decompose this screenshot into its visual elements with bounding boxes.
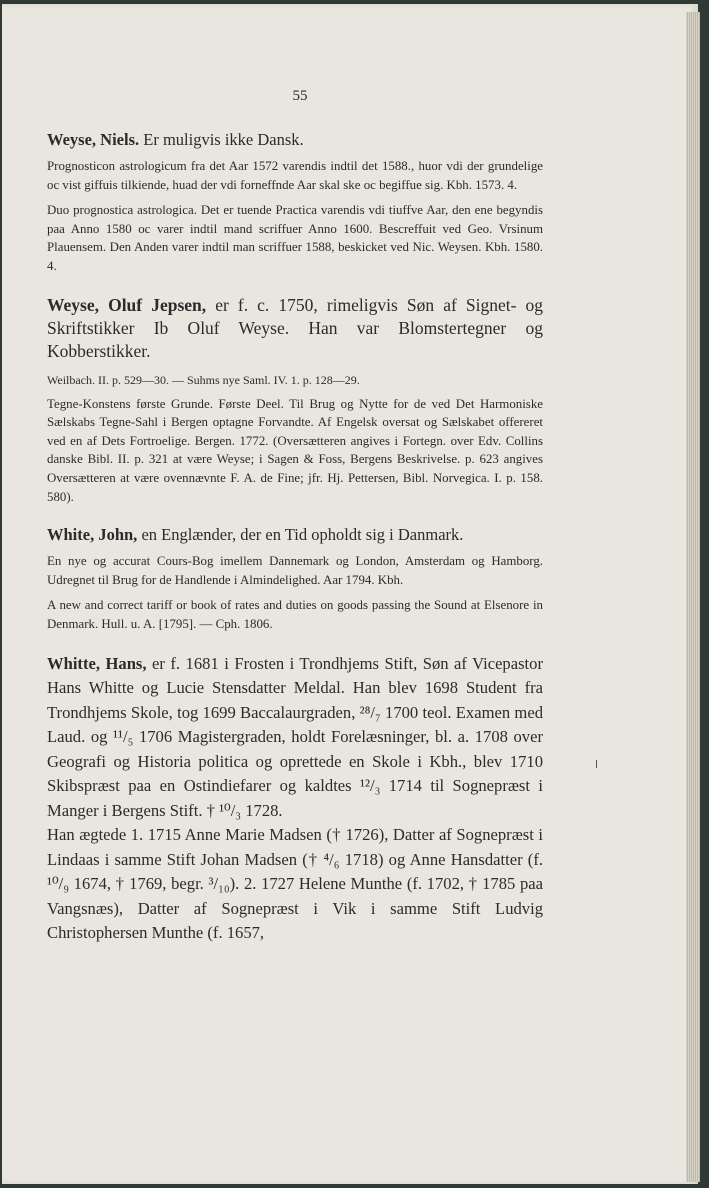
entry-name: Whitte, Hans, xyxy=(47,653,147,673)
entry-name: Weyse, Niels. xyxy=(47,130,140,149)
page-edge xyxy=(686,12,700,1182)
entry-name: Weyse, Oluf Jepsen, xyxy=(47,294,207,315)
entry-marriage: Han ægtede 1. 1715 Anne Marie Madsen († 1726), Datter af Sognepræst i Lindaas i samme Stift Johan Madsen († ⁴/₆ 1718) og Anne Hansdatter (f. ¹⁰/₉ 1674, † 1769, begr. ³/₁₀). 2. 1727 Helene Munthe (f. 1702, † 1785 paa Vangsnæs), Datter af Sognepræst i Vik i samme Stift Ludvig Christophersen Munthe (f. 1657, xyxy=(47,825,543,942)
entry-weyse-oluf-heading xyxy=(47,294,543,363)
entry-name: White, John, xyxy=(47,525,138,545)
reference-line: Weilbach. II. p. 529—30. — Suhms nye Saml. IV. 1. p. 128—29. xyxy=(47,372,360,387)
entry-biography: er f. 1681 i Frosten i Trondhjems Stift, Søn af Vicepastor Hans Whitte og Lucie Stensdatter Meldal. Han blev 1698 Student fra Trondhjems Skole, tog 1699 Baccalaurgraden, ²⁸/₇ 1700 teol. Examen med Laud. og ¹¹/₅ 1706 Magistergraden, holdt Forelæsninger, bl. a. 1708 over Geografi og Historia politica og oprettede en Skole i Kbh., blev 1710 Skibspræst paa en Ostindiefarer og kaldtes ¹²/₃ 1714 til Sognepræst i Manger i Bergens Stift. † ¹⁰/₃ 1728. xyxy=(47,653,543,820)
work-entry: En nye og accurat Cours-Bog imellem Dannemark og London, Amsterdam og Hamborg. Udregnet til Brug for de Handlende i Almindelighed. Aar 1794. Kbh. xyxy=(47,554,543,587)
entry-description: er f. c. 1750, rimeligvis Søn af Signet- og Skriftstikker Ib Oluf Weyse. Han var Blomstertegner og Kobberstikker. xyxy=(47,294,543,361)
entry-whitte-hans xyxy=(47,652,543,824)
work-entry: Duo prognostica astrologica. Det er tuende Practica varendis vdi tiuffve Aar, den ene begyndis paa Anno 1580 oc varer indtil mand scriffuer Anno 1600. Bescreffuit ved Geo. Vrsinum Plauensem. Den Anden varer indtil man scriffuer 1588, beskicket ved Nic. Weysen. Kbh. 1580. 4. xyxy=(47,203,543,273)
entry-description: Er muligvis ikke Dansk. xyxy=(139,130,304,149)
margin-mark xyxy=(596,760,597,768)
work-entry: Prognosticon astrologicum fra det Aar 1572 varendis indtil det 1588., huor vdi der grundelige oc vist giffuis tilkiende, huad der vdi forneffnde Aar skal ske oc begiffue sig. Kbh. 1573. 4. xyxy=(47,159,543,192)
work-entry: Tegne-Konstens første Grunde. Første Deel. Til Brug og Nytte for de ved Det Harmoniske Sælskabs Tegne-Sahl i Bergen optagne Forvandte. Af Engelsk oversat og Sælskabet offereret ved en af Dets Fortroelige. Bergen. 1772. (Oversætteren angives i Fortegn. over Edv. Collins danske Bibl. II. p. 321 at være Weyse; i Sagen & Foss, Bergens Beskrivelse. p. 623 angives Oversætteren at være ovennævnte F. A. de Fine; jfr. Hj. Pettersen, Bibl. Norvegica. I. p. 158. 580). xyxy=(47,396,543,504)
page-text xyxy=(47,88,543,946)
entry-description: en Englænder, der en Tid opholdt sig i Danmark. xyxy=(137,525,464,545)
page-number: 55 xyxy=(292,88,308,104)
entry-white-john-heading xyxy=(47,524,543,546)
entry-weyse-niels-heading xyxy=(47,129,543,151)
work-entry: A new and correct tariff or book of rates and duties on goods passing the Sound at Elsenore in Denmark. Hull. u. A. [1795]. — Cph. 1806. xyxy=(47,598,543,631)
